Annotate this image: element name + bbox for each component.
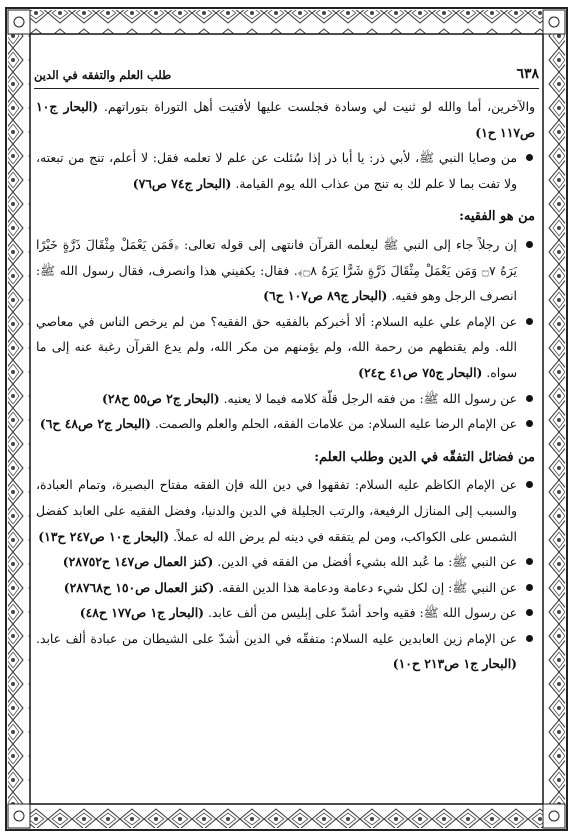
item-text: عن النبي ﷺ: ما عُبد الله بشيء أفضل من الفقه في الدين. (217, 554, 517, 570)
list-item (36, 575, 535, 601)
item-text: من وصايا النبي ﷺ، لأبي ذر: يا أبا ذر إذا سُئلت عن علم لا تعلمه فقل: لا أعلم، تنج من تبعته، ولا تفت بما لا علم لك به تنج من عذاب الله يوم القيامة. (36, 150, 517, 191)
section-heading-faqih: من هو الفقيه: (459, 209, 535, 225)
item-text: عن الإمام زين العابدين عليه السلام: متفقّه في الدين أشدّ على الشيطان من عبادة ألف عابد. (36, 630, 517, 646)
page-content (36, 94, 535, 677)
list-item (36, 549, 535, 575)
item-reference: (البحار ج١٠ ص٢٤٧ ح١٣) (38, 528, 170, 544)
item-text: عن رسول الله ﷺ: فقيه واحد أشدّ على إبليس من ألف عابد. (207, 605, 517, 621)
page-header (34, 66, 539, 86)
item-text: عن الإمام الكاظم عليه السلام: تفقهوا في دين الله فإن الفقه مفتاح البصيرة، وتمام العبادة، والسبب إلى المنازل الرفيعة، والرتب الجليلة في الدين والدنيا، وفضل الفقيه على العابد كفضل الشمس على الكواكب، ومن لم يتفقه في دينه لم يرض الله له عملاً. (36, 477, 517, 544)
item-reference: (كنز العمال ص١٤٧ ح٢٨٧٥٢) (62, 554, 214, 570)
section-heading-virtues: من فضائل التفقّه في الدين وطلب العلم: (314, 449, 535, 465)
list-item (36, 626, 535, 677)
item-reference: (البحار ج٨٩ ص١٠٧ ح٦) (263, 288, 388, 304)
intro-reference: (البحار ج١٠ ص١١٧ ح١) (36, 99, 535, 140)
item-reference: (البحار ج٢ ص٤٨ ح٦) (39, 416, 151, 432)
header-divider (34, 88, 539, 89)
intro-paragraph (36, 94, 535, 145)
list-item (36, 145, 535, 196)
item-text: عن رسول الله ﷺ: من فقه الرجل قلّة كلامه فيما لا يعنيه. (223, 390, 517, 406)
bullet-icon (526, 420, 533, 427)
item-reference: (البحار ج٧٥ ص٤١ ح٢٤) (358, 364, 483, 380)
item-text: إن رجلاً جاء إلى النبي ﷺ ليعلمه القرآن فانتهى إلى قوله تعالى: ﴿فَمَن يَعْمَلْ مِثْقَالَ ذَرَّةٍ خَيْرًا يَرَهُ ۝٧ وَمَن يَعْمَلْ مِثْقَالَ ذَرَّةٍ شَرًّا يَرَهُ ۝٨﴾. فقال: يكفيني هذا وانصرف، فقال رسول الله ﷺ: انصرف الرجل وهو فقيه. (36, 236, 517, 304)
list-item (36, 600, 535, 626)
running-title: طلب العلم والتفقه في الدين (34, 68, 172, 82)
item-reference: (البحار ج٧٤ ص٧٦) (132, 175, 232, 191)
list-item (36, 411, 535, 437)
item-text: عن النبي ﷺ: إن لكل شيء دعامة ودعامة هذا الدين الفقه. (218, 579, 517, 595)
bullet-icon (526, 584, 533, 591)
bullet-icon (526, 481, 533, 488)
page-number: ٦٣٨ (516, 66, 539, 82)
bullet-icon (526, 635, 533, 642)
list-item (36, 232, 535, 309)
item-reference: (كنز العمال ص١٥٠ ح٢٨٧٦٨) (63, 579, 215, 595)
list-item (36, 386, 535, 412)
item-reference: (البحار ج١ ص١٧٧ ح٤٨) (79, 605, 204, 621)
intro-text: والآخرين، أما والله لو ثنيت لي وسادة فجلست عليها لأفتيت أهل التوراة بتوراتهم. (103, 99, 535, 114)
bullet-icon (526, 241, 533, 248)
bullet-icon (526, 395, 533, 402)
bullet-icon (526, 154, 533, 161)
list-item (36, 309, 535, 386)
item-text: عن الإمام الرضا عليه السلام: من علامات الفقه، الحلم والعلم والصمت. (154, 416, 517, 432)
list-item (36, 472, 535, 549)
bullet-icon (526, 318, 533, 325)
bullet-icon (526, 609, 533, 616)
item-reference: (البحار ج١ ص٢١٣ ح١٠) (392, 656, 517, 672)
bullet-icon (526, 558, 533, 565)
item-reference: (البحار ج٢ ص٥٥ ح٢٨) (101, 390, 220, 406)
item-text: عن الإمام علي عليه السلام: ألا أخبركم بالفقيه حق الفقيه؟ من لم يرخص الناس في معاصي الله. ولم يقنطهم من رحمة الله، ولم يؤمنهم من مكر الله، ولم يدع القرآن رغبة عنه إلى ما سواه. (36, 313, 517, 380)
